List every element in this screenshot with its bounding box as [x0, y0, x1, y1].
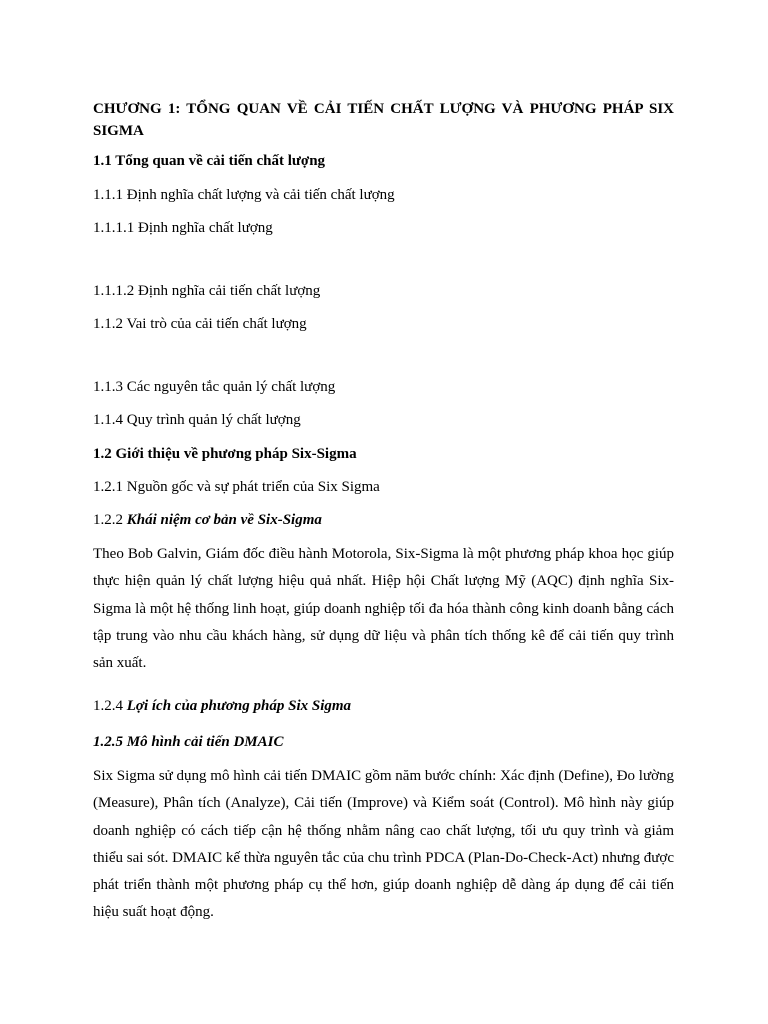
heading-1-2-4-number: 1.2.4	[93, 698, 127, 714]
heading-1-2-4-text: Lợi ích của phương pháp Six Sigma	[126, 698, 352, 714]
heading-1-1-1-2: 1.1.1.2 Định nghĩa cải tiến chất lượng	[93, 283, 321, 299]
heading-1-2: 1.2 Giới thiệu về phương pháp Six-Sigma	[93, 446, 357, 462]
heading-1-2-5: 1.2.5 Mô hình cải tiến DMAIC	[93, 734, 284, 750]
heading-1-1-1-1: 1.1.1.1 Định nghĩa chất lượng	[93, 220, 273, 236]
paragraph-dmaic: Six Sigma sử dụng mô hình cải tiến DMAIC gồm năm bước chính: Xác định (Define), Đo lường (Measure), Phân tích (Analyze), Cải tiến (Improve) và Kiểm soát (Control). Mô hình này giúp doanh nghiệp có cách tiếp cận hệ thống nhằm nâng cao chất lượng, tối ưu quy trình và giảm thiểu sai sót. DMAIC kế thừa nguyên tắc của chu trình PDCA (Plan-Do-Check-Act) nhưng được phát triển thành một phương pháp cụ thể hơn, giúp doanh nghiệp dễ dàng áp dụng để cải tiến hiệu suất hoạt động.	[93, 768, 675, 921]
heading-1-2-2	[93, 510, 322, 530]
heading-1-1: 1.1 Tổng quan về cải tiến chất lượng	[93, 153, 326, 169]
heading-1-1-3: 1.1.3 Các nguyên tắc quản lý chất lượng	[93, 379, 336, 395]
heading-1-1-4: 1.1.4 Quy trình quản lý chất lượng	[93, 412, 301, 428]
heading-1-1-2: 1.1.2 Vai trò của cải tiến chất lượng	[93, 316, 307, 332]
chapter-title: CHƯƠNG 1: TỔNG QUAN VỀ CẢI TIẾN CHẤT LƯỢNG VÀ PHƯƠNG PHÁP SIX SIGMA	[93, 101, 674, 139]
heading-1-2-1: 1.2.1 Nguồn gốc và sự phát triển của Six Sigma	[93, 479, 380, 495]
heading-1-1-1: 1.1.1 Định nghĩa chất lượng và cải tiến chất lượng	[93, 187, 395, 203]
paragraph-six-sigma-definition: Theo Bob Galvin, Giám đốc điều hành Motorola, Six-Sigma là một phương pháp khoa học giúp thực hiện quản lý chất lượng hiệu quả nhất. Hiệp hội Chất lượng Mỹ (AQC) định nghĩa Six-Sigma là một hệ thống linh hoạt, giúp doanh nghiệp tối đa hóa thành công kinh doanh bằng cách tập trung vào nhu cầu khách hàng, sử dụng dữ liệu và phân tích thống kê để cải tiến quy trình sản xuất.	[93, 546, 674, 672]
heading-1-2-2-text: Khái niệm cơ bản về Six-Sigma	[126, 512, 322, 528]
heading-1-2-2-number: 1.2.2	[93, 512, 127, 528]
heading-1-2-4	[93, 696, 351, 716]
